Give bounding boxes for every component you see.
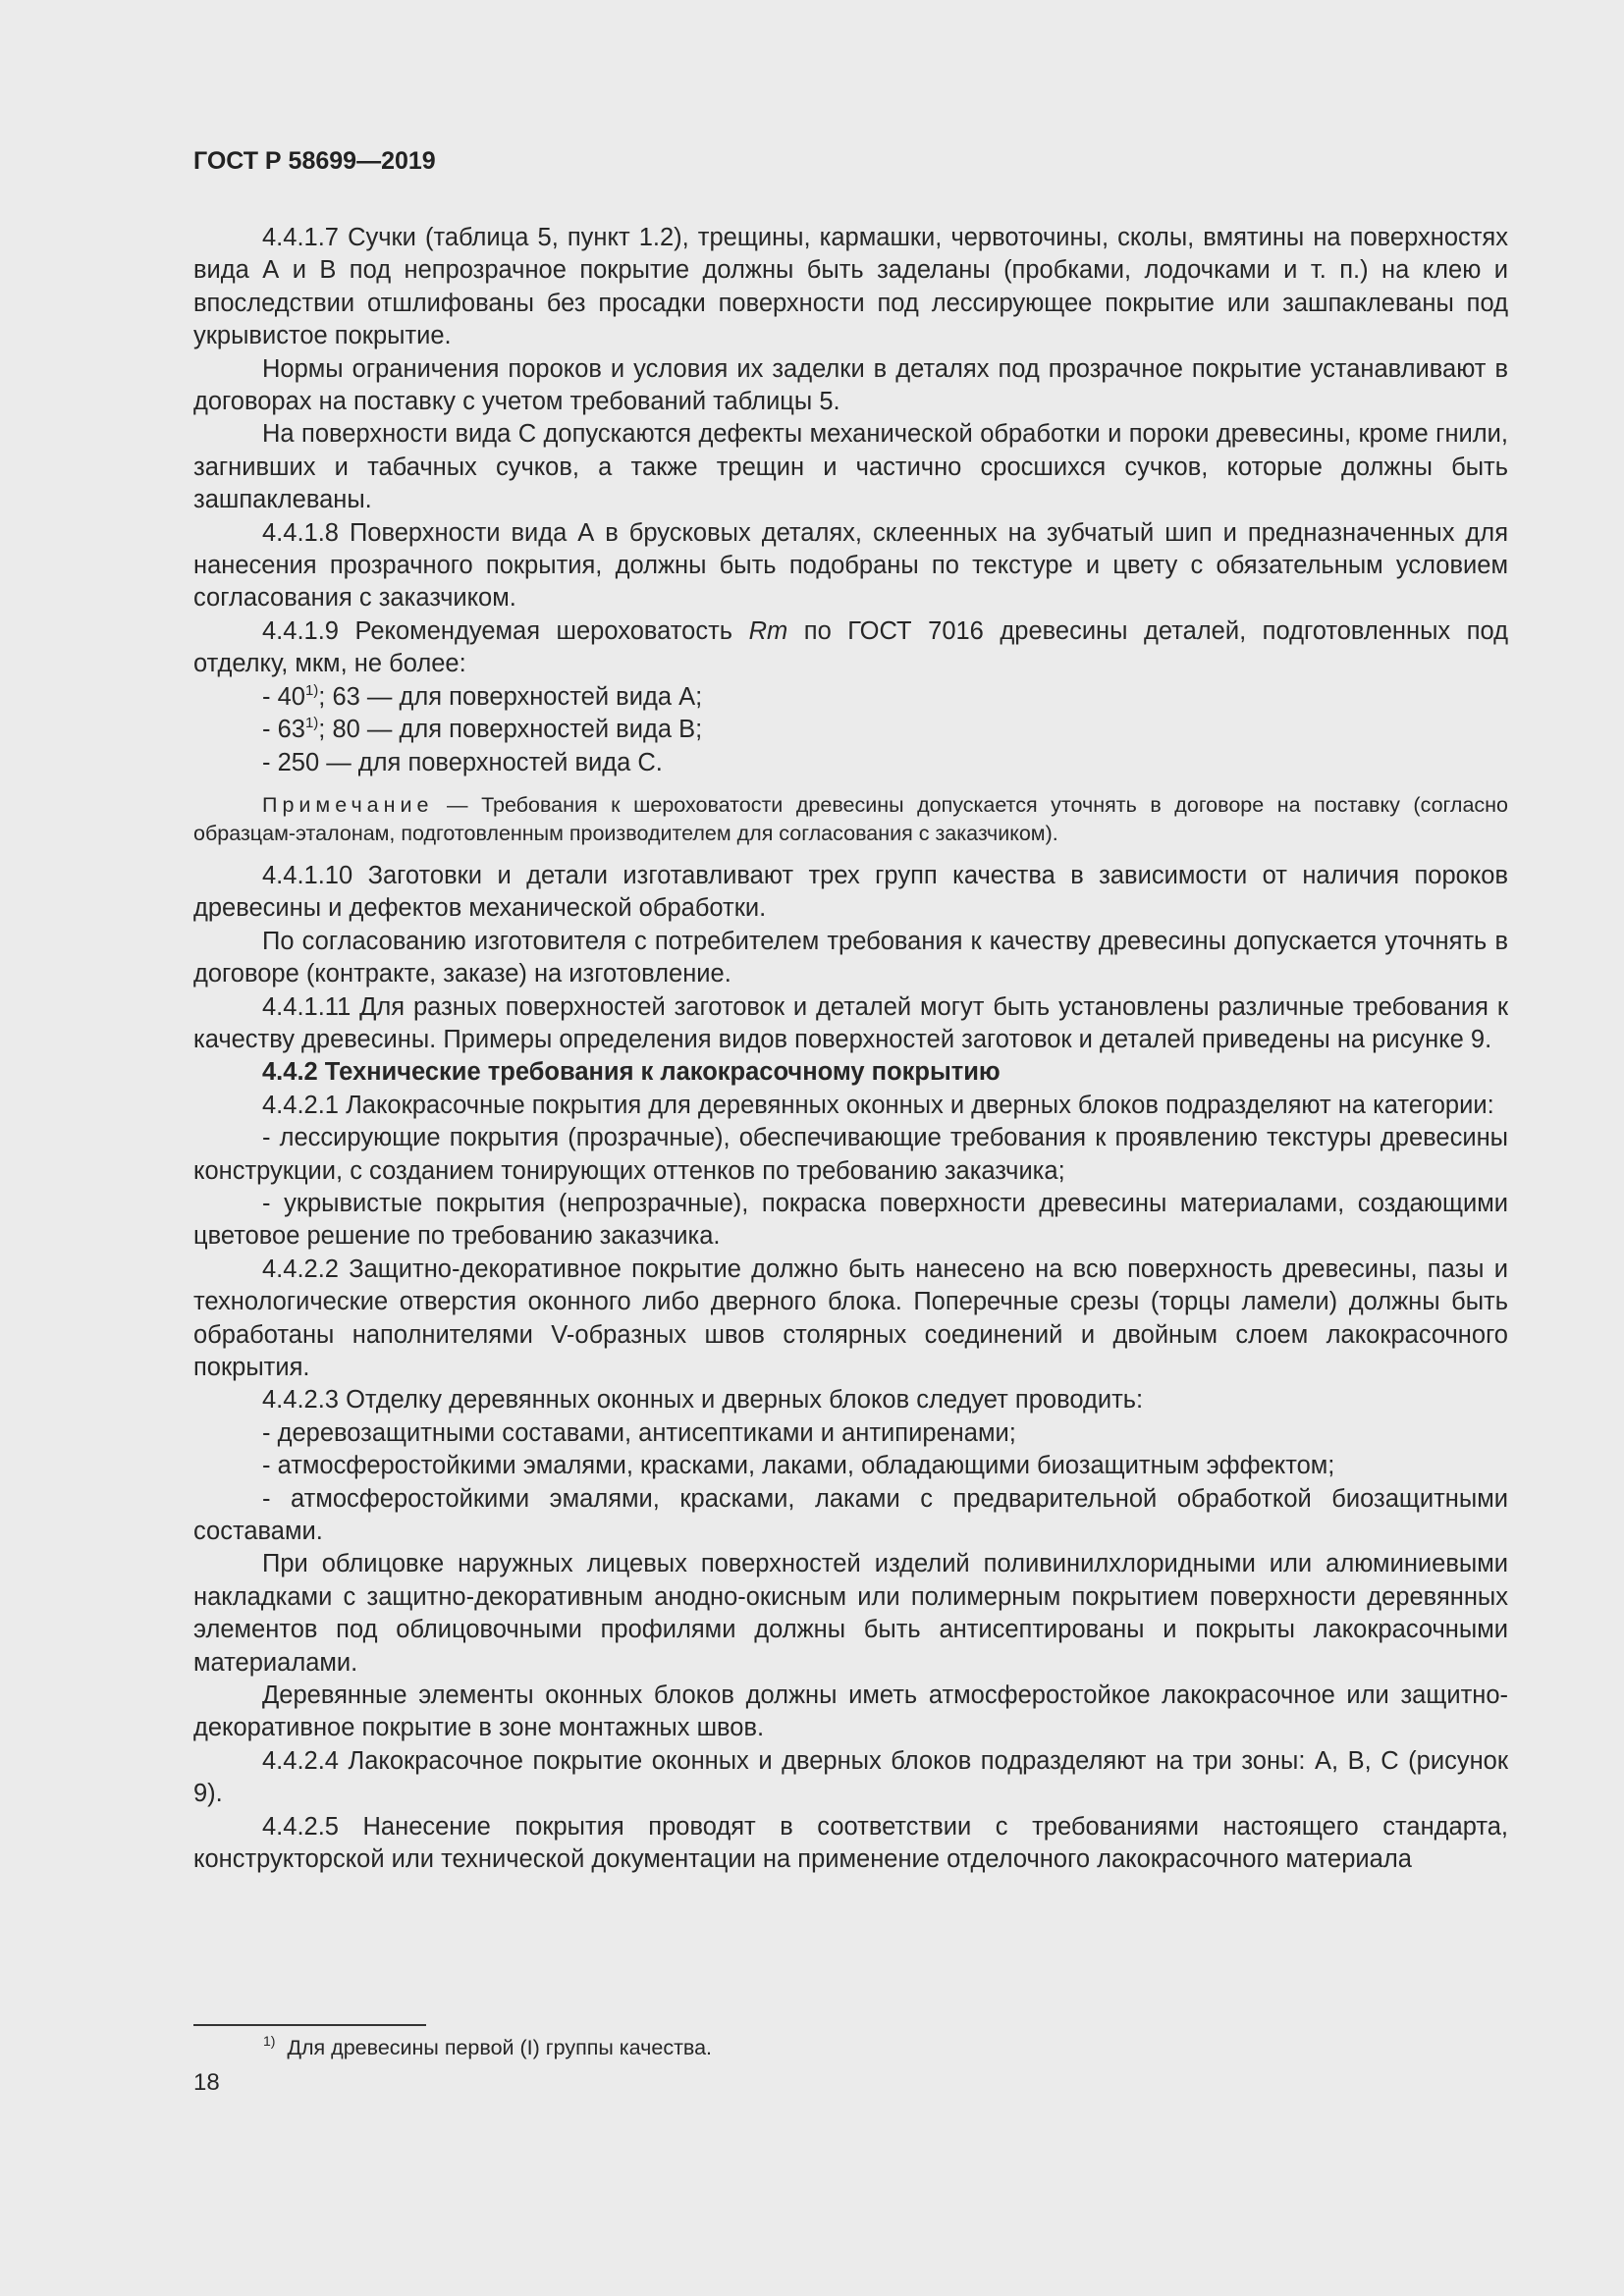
footnote-ref: 1) (304, 715, 319, 732)
paragraph-4-4-1-11: 4.4.1.11 Для разных поверхностей заготовок и деталей могут быть установлены различные требования к качеству древесины. Примеры определения видов поверхностей заготовок и деталей приведены на рисунке 9. (193, 992, 1508, 1053)
footnote-ref: 1) (304, 681, 319, 699)
note (193, 791, 1508, 848)
section-heading-4-4-2: 4.4.2 Технические требования к лакокрасочному покрытию (262, 1058, 1001, 1087)
paragraph-surface-c: На поверхности вида С допускаются дефекты механической обработки и пороки древесины, кроме гнили, загнивших и табачных сучков, а также трещин и частично сросшихся сучков, которые должны быть зашпаклеваны. (193, 420, 1508, 514)
list-item: - 63$^{1)}$; 80 — для поверхностей вида В; (262, 715, 703, 744)
paragraph-4-4-1-9-end: по ГОСТ 7016 древесины деталей, подготовленных под отделку, мкм, не более: (193, 616, 1508, 678)
list-item: - 250 — для поверхностей вида С. (262, 748, 663, 776)
list-item: - деревозащитными составами, антисептиками и антипиренами; (262, 1418, 1016, 1447)
paragraph-agreement: По согласованию изготовителя с потребителем требования к качеству древесины допускается уточнять в договоре (контракте, заказе) на изготовление. (193, 927, 1508, 988)
page-number: 18 (193, 2069, 220, 2096)
footnote-divider (193, 2024, 426, 2026)
paragraph-4-4-1-7: 4.4.1.7 Сучки (таблица 5, пункт 1.2), трещины, кармашки, червоточины, сколы, вмятины на поверхностях вида А и В под непрозрачное покрытие должны быть заделаны (пробками, лодочками и т. п.) на клею и впоследствии отшлифованы без просадки поверхности под лессирующее покрытие или зашпаклеваны под укрывистое покрытие. (193, 224, 1508, 350)
list-item: - укрывистые покрытия (непрозрачные), покраска поверхности древесины материалами, создающими цветовое решение по требованию заказчика. (193, 1189, 1508, 1251)
list-item: - атмосферостойкими эмалями, красками, лаками с предварительной обработкой биозащитными составами. (193, 1484, 1508, 1546)
paragraph-4-4-1-8: 4.4.1.8 Поверхности вида А в брусковых деталях, склеенных на зубчатый шип и предназначенных для нанесения прозрачного покрытия, должны быть подобраны по текстуре и цвету с обязательным условием согласования с заказчиком. (193, 518, 1508, 613)
list-item: - атмосферостойкими эмалями, красками, лаками, обладающими биозащитным эффектом; (262, 1452, 1335, 1480)
paragraph-4-4-2-1: 4.4.2.1 Лакокрасочные покрытия для деревянных оконных и дверных блоков подразделяют на категории: (262, 1091, 1494, 1119)
paragraph-norms: Нормы ограничения пороков и условия их заделки в деталях под прозрачное покрытие устанавливают в договорах на поставку с учетом требований таблицы 5. (193, 354, 1508, 416)
note-text: — Требования к шероховатости древесины допускается уточнять в договоре на поставку (согласно образцам-эталонам, подготовленным производителем для согласования с заказчиком). (193, 792, 1508, 845)
rm-symbol: Rm (748, 616, 788, 645)
list-item: - 40$^{1)}$; 63 — для поверхностей вида А; (262, 681, 703, 711)
paragraph-4-4-2-2: 4.4.2.2 Защитно-декоративное покрытие должно быть нанесено на всю поверхность древесины, пазы и технологические отверстия оконного либо дверного блока. Поперечные срезы (торцы ламели) должны быть обработаны наполнителями V-образных швов столярных соединений и двойным слоем лакокрасочного покрытия. (193, 1255, 1508, 1381)
standard-header: ГОСТ Р 58699—2019 (193, 147, 436, 175)
list-item: - лессирующие покрытия (прозрачные), обеспечивающие требования к проявлению текстуры древесины конструкции, с созданием тонирующих оттенков по требованию заказчика; (193, 1124, 1508, 1185)
paragraph-4-4-1-9 (193, 615, 1508, 681)
footnote-marker: 1) (263, 2033, 276, 2049)
footnote-text: Для древесины первой (I) группы качества. (287, 2036, 713, 2059)
paragraph-4-4-1-9-start: 4.4.1.9 Рекомендуемая шероховатость (262, 616, 749, 645)
note-label: Примечание (262, 792, 434, 817)
footnote (263, 2033, 712, 2062)
paragraph-4-4-2-5: 4.4.2.5 Нанесение покрытия проводят в соответствии с требованиями настоящего стандарта, конструкторской или технической документации на применение отделочного лакокрасочного материала (193, 1812, 1508, 1874)
paragraph-cladding: При облицовке наружных лицевых поверхностей изделий поливинилхлоридными или алюминиевыми накладками с защитно-декоративным анодно-окисным или полимерным покрытием поверхности деревянных элементов под облицовочными профилями должны быть антисептированы и покрыты лакокрасочными материалами. (193, 1550, 1508, 1677)
paragraph-wooden-elements: Деревянные элементы оконных блоков должны иметь атмосферостойкое лакокрасочное или защитно-декоративное покрытие в зоне монтажных швов. (193, 1682, 1508, 1742)
paragraph-4-4-1-10: 4.4.1.10 Заготовки и детали изготавливают трех групп качества в зависимости от наличия пороков древесины и дефектов механической обработки. (193, 861, 1508, 923)
document-body (193, 222, 1508, 1877)
paragraph-4-4-2-3: 4.4.2.3 Отделку деревянных оконных и дверных блоков следует проводить: (262, 1386, 1144, 1415)
paragraph-4-4-2-4: 4.4.2.4 Лакокрасочное покрытие оконных и дверных блоков подразделяют на три зоны: А, В, С (рисунок 9). (193, 1746, 1508, 1808)
